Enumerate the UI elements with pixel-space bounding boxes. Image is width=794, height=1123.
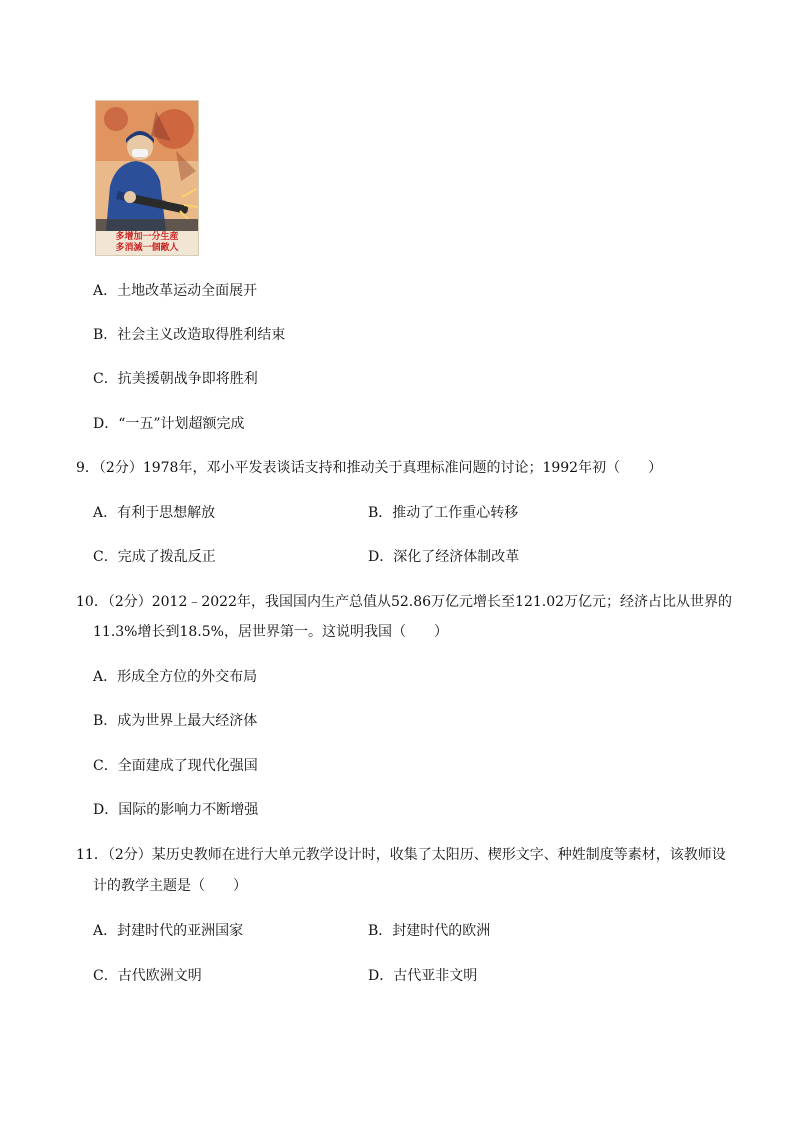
q11-stem-line1: 11．（2分）某历史教师在进行大单元教学设计时，收集了太阳历、楔形文字、种姓制度等素材，该教师设	[76, 847, 726, 863]
q10-stem-line1: 10．（2分）2012﹣2022年，我国国内生产总值从52.86万亿元增长至121.02万亿元；经济占比从世界的	[76, 594, 733, 610]
q9-option-a: A．有利于思想解放	[93, 505, 216, 521]
propaganda-poster-image	[95, 100, 199, 256]
poster-caption-line2: 多消滅一個敵人	[115, 243, 179, 253]
q11-option-c: C．古代欧洲文明	[93, 968, 202, 984]
q8-option-a: A．土地改革运动全面展开	[93, 283, 258, 299]
q9-option-b: B．推动了工作重心转移	[368, 505, 519, 521]
q8-option-d: D．“一五”计划超额完成	[93, 416, 245, 432]
q10-stem-line2: 11.3%增长到18.5%，居世界第一。这说明我国（ ）	[93, 624, 448, 640]
q10-option-a: A．形成全方位的外交布局	[93, 669, 258, 685]
poster-caption	[96, 232, 198, 254]
q10-option-b: B．成为世界上最大经济体	[93, 713, 258, 729]
q8-option-c: C．抗美援朝战争即将胜利	[93, 371, 258, 387]
q9-stem: 9．（2分）1978年，邓小平发表谈话支持和推动关于真理标准问题的讨论；1992年初（ ）	[76, 460, 663, 476]
q11-stem-line2: 计的教学主题是（ ）	[93, 878, 247, 894]
poster-caption-line1: 多增加一分生産	[115, 232, 179, 242]
q11-option-d: D．古代亚非文明	[368, 968, 478, 984]
q8-option-b: B．社会主义改造取得胜利结束	[93, 327, 286, 343]
q10-option-d: D．国际的影响力不断增强	[93, 802, 259, 818]
poster-illustration	[96, 101, 198, 231]
q9-option-c: C．完成了拨乱反正	[93, 549, 216, 565]
q9-option-d: D．深化了经济体制改革	[368, 549, 520, 565]
q11-option-b: B．封建时代的欧洲	[368, 923, 491, 939]
q11-option-a: A．封建时代的亚洲国家	[93, 923, 244, 939]
q10-option-c: C．全面建成了现代化强国	[93, 758, 258, 774]
